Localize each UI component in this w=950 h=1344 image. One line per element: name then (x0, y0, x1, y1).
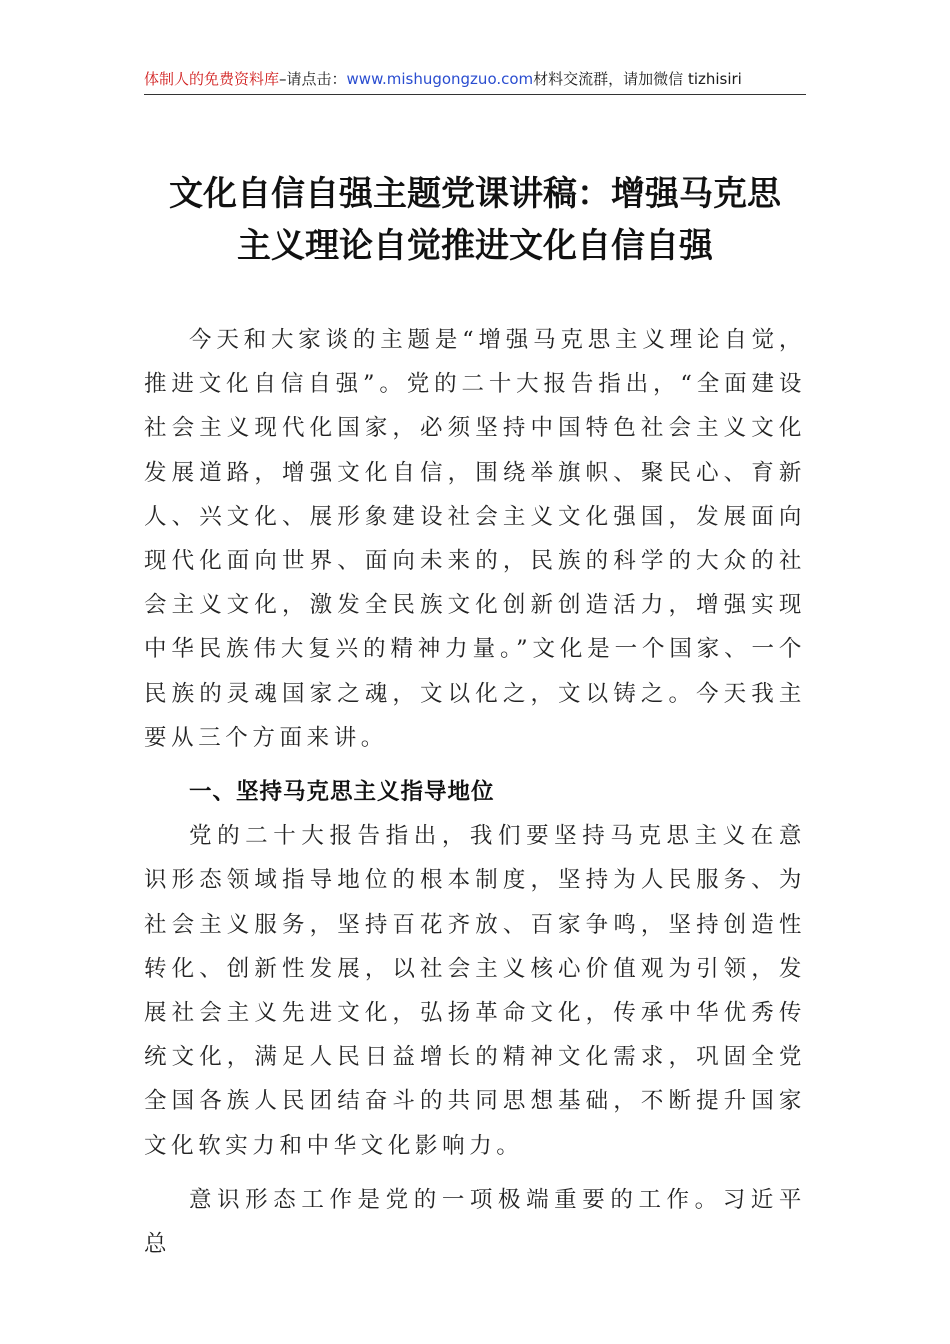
header-prompt: –请点击： (279, 70, 347, 88)
paragraph-gap (144, 760, 806, 770)
title-line-2: 主义理论自觉推进文化自信自强 (237, 226, 713, 266)
document-title (144, 168, 806, 272)
document-body (144, 318, 806, 1266)
header-brand: 体制人的免费资料库 (144, 70, 280, 88)
section-paragraph: 党的二十大报告指出，我们要坚持马克思主义在意识形态领域指导地位的根本制度，坚持为人民服务、为社会主义服务，坚持百花齐放、百家争鸣，坚持创造性转化、创新性发展，以社会主义核心价值观为引领，发展社会主义先进文化，弘扬革命文化，传承中华优秀传统文化，满足人民日益增长的精神文化需求，巩固全党全国各族人民团结奋斗的共同思想基础，不断提升国家文化软实力和中华文化影响力。 (144, 823, 806, 1159)
section-paragraph: 意识形态工作是党的一项极端重要的工作。习近平总 (144, 1186, 806, 1258)
paragraph-gap (144, 1168, 806, 1178)
section-heading: 一、坚持马克思主义指导地位 (189, 779, 495, 806)
header-contact: 材料交流群，请加微信 tizhisiri (533, 70, 742, 88)
header-link[interactable]: www.mishugongzuo.com (346, 70, 534, 88)
title-line-1: 文化自信自强主题党课讲稿：增强马克思 (169, 174, 781, 214)
page-header (144, 68, 806, 95)
intro-paragraph: 今天和大家谈的主题是“增强马克思主义理论自觉，推进文化自信自强”。党的二十大报告指出，“全面建设社会主义现代化国家，必须坚持中国特色社会主义文化发展道路，增强文化自信，围绕举旗帜、聚民心、育新人、兴文化、展形象建设社会主义文化强国，发展面向现代化面向世界、面向未来的，民族的科学的大众的社会主义文化，激发全民族文化创新创造活力，增强实现中华民族伟大复兴的精神力量。”文化是一个国家、一个民族的灵魂国家之魂，文以化之，文以铸之。今天我主要从三个方面来讲。 (144, 327, 806, 751)
